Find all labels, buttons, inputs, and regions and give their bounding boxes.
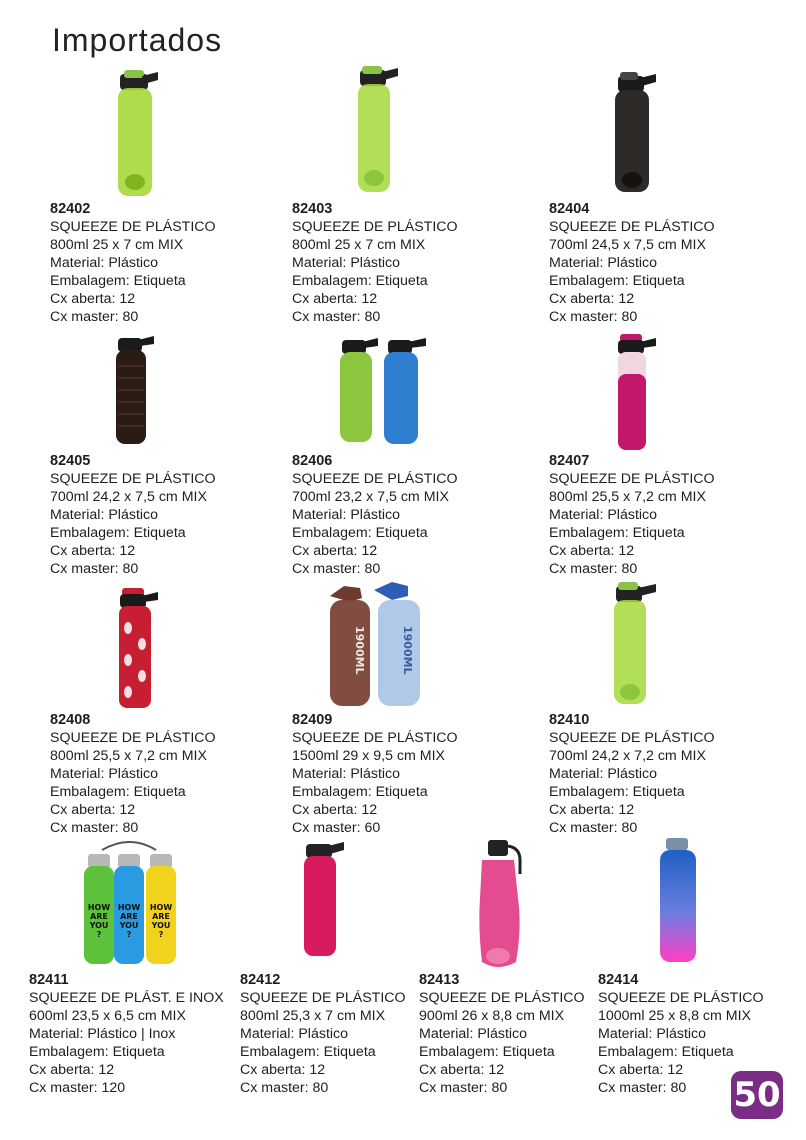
product-size: 700ml 24,2 x 7,2 cm MIX	[549, 748, 706, 764]
bottle-82408-image	[116, 588, 162, 710]
product-code: 82411	[29, 972, 69, 988]
product-82407	[549, 452, 715, 578]
product-cx-aberta: Cx aberta: 12	[292, 291, 378, 307]
product-code: 82405	[50, 453, 91, 469]
bottle-82414-image	[658, 838, 702, 964]
product-material: Material: Plástico	[292, 507, 401, 523]
product-name: SQUEEZE DE PLÁSTICO	[292, 730, 458, 746]
product-size: 1000ml 25 x 8,8 cm MIX	[598, 1008, 751, 1024]
product-code: 82409	[292, 712, 333, 728]
product-cx-aberta: Cx aberta: 12	[240, 1062, 326, 1078]
product-material: Material: Plástico	[50, 766, 159, 782]
product-packaging: Embalagem: Etiqueta	[292, 525, 428, 541]
product-code: 82414	[598, 972, 639, 988]
product-size: 1500ml 29 x 9,5 cm MIX	[292, 748, 445, 764]
product-material: Material: Plástico	[598, 1026, 707, 1042]
product-packaging: Embalagem: Etiqueta	[419, 1044, 555, 1060]
bottle-82413-image	[478, 838, 524, 970]
product-size: 900ml 26 x 8,8 cm MIX	[419, 1008, 565, 1024]
product-packaging: Embalagem: Etiqueta	[549, 784, 685, 800]
product-82405	[50, 452, 216, 578]
bottle-82407-image	[614, 334, 660, 452]
product-cx-aberta: Cx aberta: 12	[598, 1062, 684, 1078]
product-material: Material: Plástico	[549, 255, 658, 271]
product-cx-aberta: Cx aberta: 12	[549, 802, 635, 818]
product-size: 700ml 23,2 x 7,5 cm MIX	[292, 489, 449, 505]
product-material: Material: Plástico	[50, 255, 159, 271]
print-q-3: ?	[158, 930, 164, 939]
product-cx-master: Cx master: 80	[419, 1080, 508, 1096]
print-are-2: ARE	[120, 912, 138, 921]
product-code: 82402	[50, 201, 91, 217]
bottle-82412-image	[302, 842, 348, 958]
product-cx-master: Cx master: 80	[240, 1080, 329, 1096]
product-82410	[549, 711, 715, 837]
product-code: 82412	[240, 972, 281, 988]
product-cx-aberta: Cx aberta: 12	[549, 291, 635, 307]
product-82408	[50, 711, 216, 837]
product-82402	[50, 200, 216, 326]
product-cx-aberta: Cx aberta: 12	[292, 802, 378, 818]
product-name: SQUEEZE DE PLÁSTICO	[292, 219, 458, 235]
product-material: Material: Plástico	[292, 255, 401, 271]
bottle-82405-image	[114, 334, 158, 446]
product-code: 82408	[50, 712, 91, 728]
bottle-82403-image	[354, 66, 404, 194]
product-size: 700ml 24,2 x 7,5 cm MIX	[50, 489, 207, 505]
product-size: 800ml 25,3 x 7 cm MIX	[240, 1008, 386, 1024]
product-cx-aberta: Cx aberta: 12	[29, 1062, 115, 1078]
bottle-print-1900ml-a: 1900ML	[353, 626, 366, 675]
product-packaging: Embalagem: Etiqueta	[29, 1044, 165, 1060]
product-size: 600ml 23,5 x 6,5 cm MIX	[29, 1008, 186, 1024]
bottle-82406-image	[338, 336, 430, 446]
product-name: SQUEEZE DE PLÁSTICO	[549, 730, 715, 746]
print-q-2: ?	[126, 930, 132, 939]
product-cx-master: Cx master: 80	[50, 820, 139, 836]
product-material: Material: Plástico	[50, 507, 159, 523]
bottle-82411-image	[82, 840, 182, 968]
print-you-2: YOU	[119, 921, 139, 930]
product-82412	[240, 971, 406, 1097]
product-name: SQUEEZE DE PLÁSTICO	[598, 990, 764, 1006]
product-packaging: Embalagem: Etiqueta	[50, 525, 186, 541]
product-packaging: Embalagem: Etiqueta	[549, 525, 685, 541]
bottle-82402-image	[112, 70, 162, 198]
product-cx-aberta: Cx aberta: 12	[50, 291, 136, 307]
product-82413	[419, 971, 585, 1097]
product-material: Material: Plástico	[419, 1026, 528, 1042]
product-82411	[29, 971, 224, 1097]
print-how-1: HOW	[87, 903, 111, 912]
product-name: SQUEEZE DE PLÁSTICO	[50, 471, 216, 487]
product-cx-aberta: Cx aberta: 12	[50, 802, 136, 818]
print-are-3: ARE	[152, 912, 170, 921]
bottle-print-1900ml-b: 1900ML	[401, 626, 414, 675]
product-packaging: Embalagem: Etiqueta	[292, 784, 428, 800]
product-cx-master: Cx master: 60	[292, 820, 381, 836]
product-cx-master: Cx master: 80	[50, 561, 139, 577]
product-name: SQUEEZE DE PLÁSTICO	[240, 990, 406, 1006]
product-name: SQUEEZE DE PLÁSTICO	[549, 219, 715, 235]
product-material: Material: Plástico | Inox	[29, 1026, 176, 1042]
product-name: SQUEEZE DE PLÁSTICO	[419, 990, 585, 1006]
product-code: 82410	[549, 712, 590, 728]
product-cx-master: Cx master: 120	[29, 1080, 126, 1096]
bottle-82409-image	[322, 580, 426, 710]
product-size: 800ml 25,5 x 7,2 cm MIX	[549, 489, 706, 505]
product-name: SQUEEZE DE PLÁST. E INOX	[29, 990, 224, 1006]
print-how-3: HOW	[149, 903, 173, 912]
product-cx-aberta: Cx aberta: 12	[549, 543, 635, 559]
product-code: 82403	[292, 201, 333, 217]
product-material: Material: Plástico	[240, 1026, 349, 1042]
product-packaging: Embalagem: Etiqueta	[50, 784, 186, 800]
product-code: 82406	[292, 453, 333, 469]
product-size: 700ml 24,5 x 7,5 cm MIX	[549, 237, 706, 253]
product-cx-master: Cx master: 80	[292, 561, 381, 577]
product-packaging: Embalagem: Etiqueta	[292, 273, 428, 289]
print-how-2: HOW	[117, 903, 141, 912]
product-size: 800ml 25 x 7 cm MIX	[50, 237, 184, 253]
product-cx-master: Cx master: 80	[292, 309, 381, 325]
product-packaging: Embalagem: Etiqueta	[549, 273, 685, 289]
product-name: SQUEEZE DE PLÁSTICO	[50, 730, 216, 746]
product-cx-master: Cx master: 80	[549, 309, 638, 325]
product-cx-master: Cx master: 80	[50, 309, 139, 325]
product-cx-master: Cx master: 80	[549, 561, 638, 577]
product-name: SQUEEZE DE PLÁSTICO	[292, 471, 458, 487]
product-cx-aberta: Cx aberta: 12	[50, 543, 136, 559]
product-82403	[292, 200, 458, 326]
print-are-1: ARE	[90, 912, 108, 921]
product-size: 800ml 25 x 7 cm MIX	[292, 237, 426, 253]
product-packaging: Embalagem: Etiqueta	[50, 273, 186, 289]
product-size: 800ml 25,5 x 7,2 cm MIX	[50, 748, 207, 764]
product-packaging: Embalagem: Etiqueta	[240, 1044, 376, 1060]
bottle-82404-image	[612, 72, 662, 194]
product-code: 82407	[549, 453, 590, 469]
product-cx-aberta: Cx aberta: 12	[292, 543, 378, 559]
print-you-1: YOU	[89, 921, 109, 930]
product-material: Material: Plástico	[549, 507, 658, 523]
product-82409	[292, 711, 458, 837]
product-code: 82404	[549, 201, 590, 217]
product-cx-master: Cx master: 80	[598, 1080, 687, 1096]
product-material: Material: Plástico	[549, 766, 658, 782]
product-code: 82413	[419, 972, 460, 988]
page-title: Importados	[52, 22, 223, 58]
product-cx-master: Cx master: 80	[549, 820, 638, 836]
product-name: SQUEEZE DE PLÁSTICO	[549, 471, 715, 487]
print-you-3: YOU	[151, 921, 171, 930]
bottle-82410-image	[610, 582, 660, 706]
product-82406	[292, 452, 458, 578]
print-q-1: ?	[96, 930, 102, 939]
product-packaging: Embalagem: Etiqueta	[598, 1044, 734, 1060]
page-number-badge: 50	[731, 1071, 783, 1119]
product-name: SQUEEZE DE PLÁSTICO	[50, 219, 216, 235]
product-cx-aberta: Cx aberta: 12	[419, 1062, 505, 1078]
product-82404	[549, 200, 715, 326]
product-material: Material: Plástico	[292, 766, 401, 782]
